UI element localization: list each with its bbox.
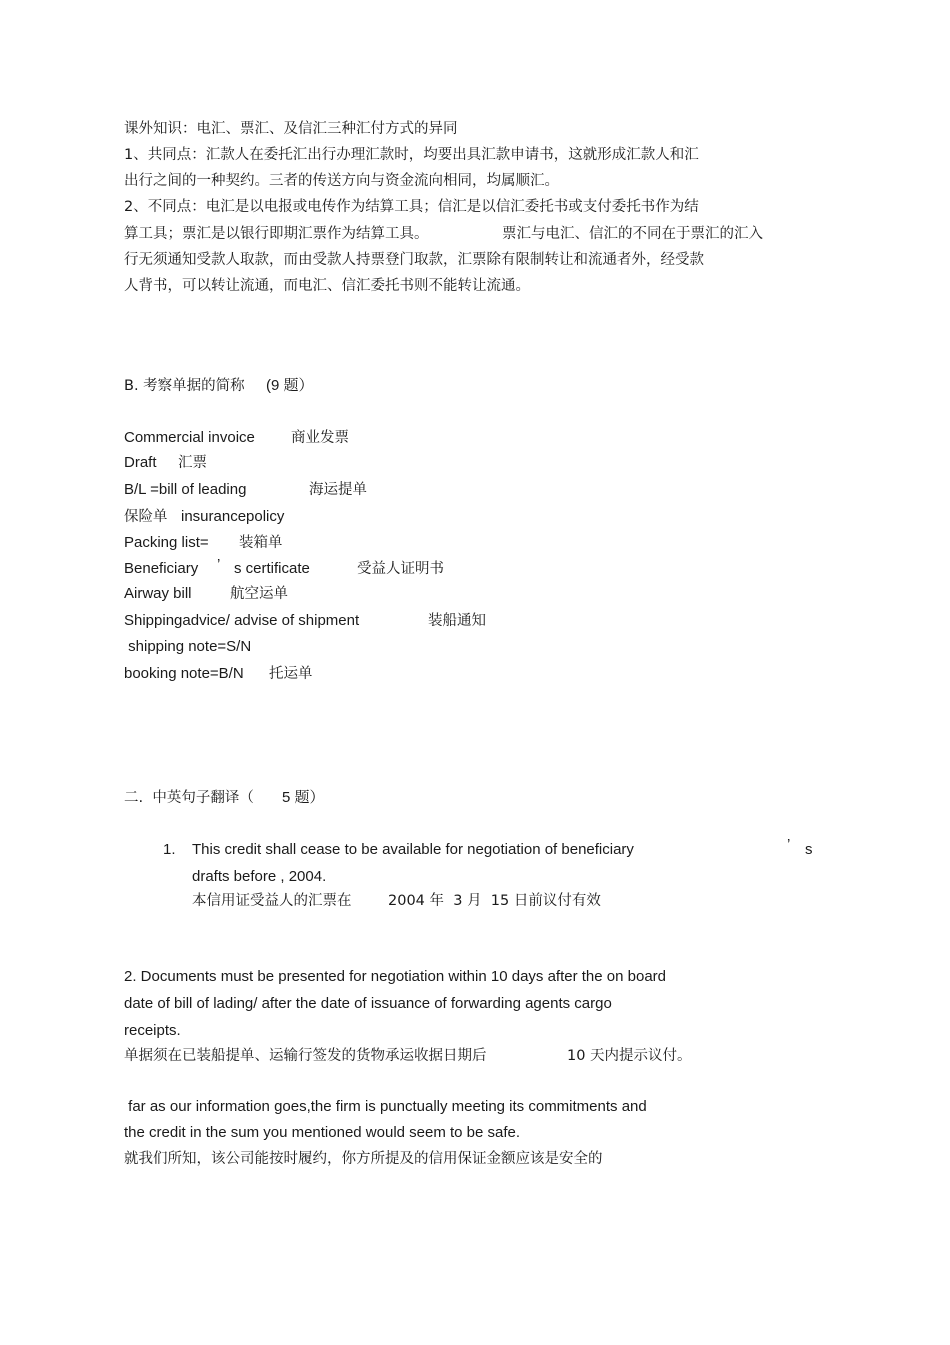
term-left-4: Packing list= [124,534,209,551]
section-b-heading: B. 考察单据的简称 [124,378,245,394]
term-apostrophe-5: ’ [217,556,221,573]
item-3-en-line-2: the credit in the sum you mentioned would seem to be safe. [124,1124,521,1141]
item-2-en-line-3: receipts. [124,1022,181,1039]
item-1-zh-a: 本信用证受益人的汇票在 [192,893,352,909]
term-right-7: 装船通知 [428,613,486,629]
item-1-zh-b: 2004 年 3 月 15 日前议付有效 [388,893,601,909]
intro-title: 课外知识：电汇、票汇、及信汇三种汇付方式的异同 [124,121,458,137]
term-left-7: Shippingadvice/ advise of shipment [124,612,360,629]
difference-line-2b: 票汇与电汇、信汇的不同在于票汇的汇入 [502,226,763,242]
term-right-4: 装箱单 [239,535,283,551]
term-right-1: 汇票 [178,455,207,471]
item-2-en-line-1: 2. Documents must be presented for negotiation within 10 days after the on board [124,968,666,985]
term-left-0: Commercial invoice [124,429,255,446]
item-3-en-line-1: far as our information goes,the firm is punctually meeting its commitments and [124,1098,647,1115]
item-1-en-line-1: This credit shall cease to be available for negotiation of beneficiary [192,841,634,858]
term-right-9: 托运单 [269,666,313,682]
item-1-en-s: s [805,841,813,858]
term-left-3: 保险单 [124,509,168,525]
term-right-5: 受益人证明书 [357,561,444,577]
term-left-6: Airway bill [124,585,192,602]
term-right-6: 航空运单 [230,586,288,602]
section-2-heading: 二. 中英句子翻译（ [124,790,254,806]
term-mid-5: s certificate [234,560,310,577]
term-right-0: 商业发票 [291,430,349,446]
term-left-2: B/L =bill of leading [124,481,247,498]
difference-line-4: 人背书，可以转让流通，而电汇、信汇委托书则不能转让流通。 [124,278,530,294]
item-1-number: 1. [163,841,176,858]
term-left-9: booking note=B/N [124,665,244,682]
similarity-line-1: 1、共同点：汇款人在委托汇出行办理汇款时，均要出具汇款申请书，这就形成汇款人和汇 [124,147,699,163]
item-1-apostrophe: ’ [787,836,791,853]
item-2-zh-b: 10 天内提示议付。 [567,1048,692,1064]
item-1-en-line-2: drafts before , 2004. [192,868,327,885]
section-2-count: 5 题） [282,789,325,806]
item-2-en-line-2: date of bill of lading/ after the date of issuance of forwarding agents cargo [124,995,612,1012]
difference-line-3: 行无须通知受款人取款，而由受款人持票登门取款，汇票除有限制转让和流通者外，经受款 [124,252,704,268]
term-left-1: Draft [124,454,157,471]
similarity-line-2: 出行之间的一种契约。三者的传送方向与资金流向相同，均属顺汇。 [124,173,559,189]
term-left-5: Beneficiary [124,560,199,577]
term-left-8: shipping note=S/N [124,638,252,655]
term-right-3: insurancepolicy [181,508,285,525]
term-right-2: 海运提单 [309,482,367,498]
section-b-count: (9 题） [266,377,314,394]
difference-line-2a: 算工具；票汇是以银行即期汇票作为结算工具。 [124,226,429,242]
item-3-zh: 就我们所知，该公司能按时履约，你方所提及的信用保证金额应该是安全的 [124,1151,603,1167]
item-2-zh-a: 单据须在已装船提单、运输行签发的货物承运收据日期后 [124,1048,487,1064]
difference-line-1: 2、不同点：电汇是以电报或电传作为结算工具；信汇是以信汇委托书或支付委托书作为结 [124,199,699,215]
